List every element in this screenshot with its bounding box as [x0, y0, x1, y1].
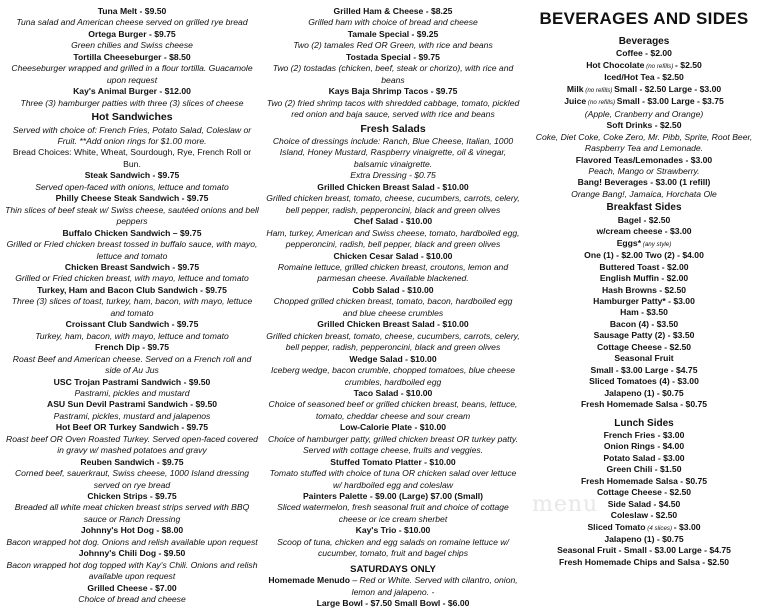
item-description: Bacon wrapped hot dog topped with Kay's Chili. Onions and relish available upon request — [6, 559, 258, 582]
item-name: Ham - $3.50 — [620, 307, 668, 318]
item-name: Ortega Burger - $9.75 — [88, 28, 176, 39]
item-description: Three (3) slices of toast, turkey, ham, bacon, with mayo, lettuce and tomato — [11, 296, 253, 318]
item-note: (4 slices) — [645, 524, 674, 532]
item-description: Served open-faced with onions, lettuce and tomato — [35, 181, 229, 192]
menu-item — [524, 522, 764, 534]
item-description: Three (3) hamburger patties with three (3) slices of cheese — [20, 97, 244, 108]
item-name: Kay's Animal Burger - $12.00 — [73, 86, 191, 97]
item-name: Kay's Trio - $10.00 — [355, 525, 431, 536]
item-name: Onion Rings - $4.00 — [603, 441, 685, 452]
item-description: Bacon wrapped hot dog. Onions and relish available upon request — [6, 536, 258, 547]
item-name: Wedge Salad - $10.00 — [349, 353, 437, 364]
item-note: (no refills) — [586, 99, 617, 107]
menu-column-1 — [4, 6, 260, 606]
item-name: Painters Palette - $9.00 (Large) $7.00 (Small) — [302, 491, 484, 502]
item-name: Chicken Breast Sandwich - $9.75 — [64, 261, 200, 272]
item-name: Juice — [564, 96, 587, 107]
item-name: French Dip - $9.75 — [94, 342, 170, 353]
item-name: Coffee - $2.00 — [616, 48, 672, 59]
item-name: Hamburger Patty* - $3.00 — [593, 295, 695, 306]
item-description: Corned beef, sauerkraut, Swiss cheese, 1000 Island dressing served on rye bread — [14, 468, 250, 490]
item-name: Croissant Club Sandwich - $9.75 — [65, 319, 199, 330]
item-description: Two (2) tostadas (chicken, beef, steak or chorizo), with rice and beans — [272, 63, 514, 85]
item-description: Cheeseburger wrapped and grilled in a flour tortilla. Guacamole upon request — [11, 63, 253, 85]
item-name: Kays Baja Shrimp Tacos - $9.75 — [328, 86, 458, 97]
item-name: Philly Cheese Steak Sandwich - $9.75 — [55, 193, 209, 204]
item-name: Grilled Chicken Breast Salad - $10.00 — [317, 181, 469, 192]
item-name: Large Bowl - $7.50 Small Bowl - $6.00 — [316, 598, 470, 609]
watermark-logo: menu — [532, 492, 599, 517]
item-name: Bagel - $2.50 — [617, 214, 671, 225]
section-heading: SATURDAYS ONLY — [350, 563, 436, 575]
item-name: Hot Chocolate — [586, 59, 645, 70]
page-title: BEVERAGES AND SIDES — [539, 9, 749, 28]
item-name: Seasonal Fruit - Small - $3.00 Large - $4.75 — [557, 545, 731, 556]
item-description: (Apple, Cranberry and Orange) — [584, 108, 704, 119]
menu-item — [524, 84, 764, 96]
item-description: Served with choice of: French Fries, Potato Salad, Coleslaw or Fruit. **Add onion rings for $1.00 more. — [12, 124, 252, 146]
item-name: English Muffin - $2.00 — [599, 273, 689, 284]
item-name: Tortilla Cheeseburger - $8.50 — [73, 51, 191, 62]
item-name: Iced/Hot Tea - $2.50 — [604, 72, 684, 83]
item-name: Side Salad - $4.50 — [607, 498, 681, 509]
item-note: (no refills) — [644, 62, 676, 70]
item-description: Two (2) fried shrimp tacos with shredded cabbage, tomato, pickled red onion and baja sauce, served with rice and beans — [266, 97, 520, 120]
item-name: Johnny's Hot Dog - $8.00 — [80, 525, 184, 536]
item-description: Iceberg wedge, bacon crumble, chopped tomatoes, blue cheese crumbles, hardboiled egg — [270, 365, 516, 387]
item-description: Grilled chicken breast, tomato, cheese, cucumbers, carrots, celery, bell pepper, radish, pepperoncini, black and green olives — [266, 193, 520, 215]
item-description: Choice of dressings include: Ranch, Blue Cheese, Italian, 1000 Island, Honey Mustard, Raspberry vinaigrette, oil & vinegar, balsamic vinaigrette. — [272, 135, 514, 169]
item-name: Grilled Chicken Breast Salad - $10.00 — [317, 319, 469, 330]
item-name: Chicken Strips - $9.75 — [87, 491, 177, 502]
section-heading: Fresh Salads — [360, 122, 426, 135]
item-name: Cottage Cheese - $2.50 — [596, 341, 692, 352]
item-name: Sliced Tomatoes (4) - $3.00 — [589, 376, 699, 387]
section-heading: Breakfast Sides — [606, 202, 682, 214]
item-name: Bacon (4) - $3.50 — [609, 318, 679, 329]
item-description: Extra Dressing - $0.75 — [350, 170, 436, 181]
item-description: Peach, Mango or Strawberry. — [588, 165, 700, 176]
item-name: Soft Drinks - $2.50 — [606, 120, 682, 131]
item-description: Tomato stuffed with choice of tuna OR chicken salad over lettuce w/ hardboiled egg and coleslaw — [269, 468, 517, 490]
item-name: Cottage Cheese - $2.50 — [596, 487, 692, 498]
item-name: Hot Beef OR Turkey Sandwich - $9.75 — [55, 422, 209, 433]
item-description: Choice of seasoned beef or grilled chicken breast, beans, lettuce, tomato, cheddar cheese and sour cream — [268, 399, 518, 421]
item-name: Green Chili - $1.50 — [606, 464, 682, 475]
item-name: Tuna Melt - $9.50 — [97, 6, 167, 16]
item-name: Fresh Homemade Salsa - $0.75 — [580, 475, 708, 486]
item-name: One (1) - $2.00 Two (2) - $4.00 — [584, 250, 704, 261]
spacer — [524, 411, 764, 416]
item-note: (no refills) — [583, 86, 615, 94]
item-name: Eggs* — [616, 237, 642, 248]
item-name: French Fries - $3.00 — [603, 429, 685, 440]
menu-item — [266, 575, 520, 598]
item-name: Tamale Special - $9.25 — [347, 28, 439, 39]
item-description: Romaine lettuce, grilled chicken breast, croutons, lemon and parmesan cheese. Available blackened. — [277, 261, 509, 284]
menu-item — [524, 96, 764, 108]
item-name: Seasonal Fruit — [614, 353, 674, 364]
item-description: Grilled or Fried chicken breast, with mayo, lettuce and tomato — [15, 273, 249, 284]
item-name: Grilled Cheese - $7.00 — [87, 582, 177, 593]
item-name: Cobb Salad - $10.00 — [352, 284, 434, 295]
item-name: w/cream cheese - $3.00 — [596, 226, 692, 237]
item-note: Bread Choices: White, Wheat, Sourdough, Rye, French Roll or Bun. — [12, 147, 252, 169]
item-description: Choice of bread and cheese — [78, 594, 186, 605]
item-name: Fresh Homemade Chips and Salsa - $2.50 — [558, 556, 730, 567]
item-description: Orange Bang!, Jamaica, Horchata Ole — [571, 188, 717, 199]
menu-column-2 — [266, 6, 520, 610]
item-name: Flavored Teas/Lemonades - $3.00 — [575, 154, 713, 165]
item-description: Grilled chicken breast, tomato, cheese, cucumbers, carrots, celery, bell pepper, radish, pepperoncini, black and green olives — [266, 330, 520, 353]
item-description: Sliced watermelon, fresh seasonal fruit and choice of cottage cheese or ice cream sherbet — [277, 502, 509, 524]
item-detail: - $2.50 — [675, 59, 702, 70]
item-name: Turkey, Ham and Bacon Club Sandwich - $9.75 — [37, 284, 227, 295]
item-name: Buttered Toast - $2.00 — [599, 261, 689, 272]
menu-item — [524, 238, 764, 250]
item-detail: Small - $3.00 Large - $3.75 — [616, 96, 724, 107]
item-name: Sliced Tomato — [587, 521, 646, 532]
item-name: USC Trojan Pastrami Sandwich - $9.50 — [53, 376, 211, 387]
section-heading: Hot Sandwiches — [91, 111, 173, 124]
item-description: Grilled ham with choice of bread and cheese — [308, 17, 478, 28]
menu-column-3 — [524, 6, 764, 568]
item-name: Chef Salad - $10.00 — [353, 216, 433, 227]
item-description: Green chilies and Swiss cheese — [71, 40, 193, 51]
item-name: Hash Browns - $2.50 — [601, 284, 687, 295]
item-name: Chicken Cesar Salad - $10.00 — [333, 250, 453, 261]
item-name: Sausage Patty (2) - $3.50 — [593, 330, 695, 341]
item-name: Low-Calorie Plate - $10.00 — [339, 422, 447, 433]
item-name: Jalapeno (1) - $0.75 — [604, 534, 684, 545]
item-description: Breaded all white meat chicken breast strips served with BBQ sauce or Ranch Dressing — [14, 502, 250, 524]
item-description: Chopped grilled chicken breast, tomato, bacon, hardboiled egg and blue cheese crumbles — [273, 296, 513, 318]
item-detail: – Red or White. Served with cilantro, onion, lemon and jalapeno. - — [349, 575, 518, 597]
item-description: Thin slices of beef steak w/ Swiss cheese, sautéed onions and bell peppers — [5, 204, 259, 227]
item-description: Two (2) tamales Red OR Green, with rice and beans — [293, 40, 493, 51]
item-description: Roast beef OR Oven Roasted Turkey. Served open-faced covered in gravy w/ mashed potatoes and gravy — [6, 433, 258, 456]
item-name: Taco Salad - $10.00 — [353, 387, 433, 398]
section-heading: Lunch Sides — [614, 417, 674, 429]
item-description: Pastrami, pickles and mustard — [74, 387, 190, 398]
item-name: Small - $3.00 Large - $4.75 — [590, 364, 698, 375]
item-name: Buffalo Chicken Sandwich – $9.75 — [62, 227, 202, 238]
item-name: Steak Sandwich - $9.75 — [84, 170, 180, 181]
menu-item — [524, 60, 764, 72]
item-description: Coke, Diet Coke, Coke Zero, Mr. Pibb, Sprite, Root Beer, Raspberry Tea and Lemonade. — [535, 131, 753, 154]
item-name: Reuben Sandwich - $9.75 — [80, 456, 184, 467]
item-name: Milk — [566, 83, 584, 94]
item-name: Coleslaw - $2.50 — [610, 510, 678, 521]
item-name: Johnny's Chili Dog - $9.50 — [78, 548, 186, 559]
item-name: Stuffed Tomato Platter - $10.00 — [330, 456, 456, 467]
item-name: Grilled Ham & Cheese - $8.25 — [333, 6, 453, 16]
item-description: Choice of hamburger patty, grilled chicken breast OR turkey patty. Served with cottage cheese, fruits and veggies. — [268, 433, 518, 456]
item-detail: - $3.00 — [673, 521, 701, 532]
item-name: ASU Sun Devil Pastrami Sandwich - $9.50 — [46, 399, 218, 410]
item-name: Fresh Homemade Salsa - $0.75 — [580, 399, 708, 410]
item-description: Turkey, ham, bacon, with mayo, lettuce and tomato — [35, 330, 229, 341]
item-name: Bang! Beverages - $3.00 (1 refill) — [577, 177, 711, 188]
item-description: Scoop of tuna, chicken and egg salads on romaine lettuce w/ cucumber, tomato, fruit and bagel chips — [277, 536, 509, 559]
item-description: Tuna salad and American cheese served on grilled rye bread — [16, 17, 248, 28]
item-description: Grilled or Fried chicken breast tossed in buffalo sauce, with mayo, lettuce and tomato — [6, 239, 258, 261]
item-name: Potato Salad - $3.00 — [603, 452, 685, 463]
item-note: (any style) — [641, 240, 672, 248]
item-description: Roast Beef and American cheese. Served on a French roll and side of Au Jus — [12, 353, 252, 376]
item-name: Homemade Menudo — [268, 575, 350, 586]
item-description: Ham, turkey, American and Swiss cheese, tomato, hardboiled egg, pepperoncini, radish, bell pepper, black and green olives — [266, 227, 520, 250]
section-heading: Beverages — [618, 36, 670, 47]
item-name: Jalapeno (1) - $0.75 — [604, 387, 684, 398]
item-name: Tostada Special - $9.75 — [346, 51, 440, 62]
item-detail: Small - $2.50 Large - $3.00 — [614, 83, 722, 94]
item-description: Pastrami, pickles, mustard and jalapenos — [53, 410, 211, 421]
